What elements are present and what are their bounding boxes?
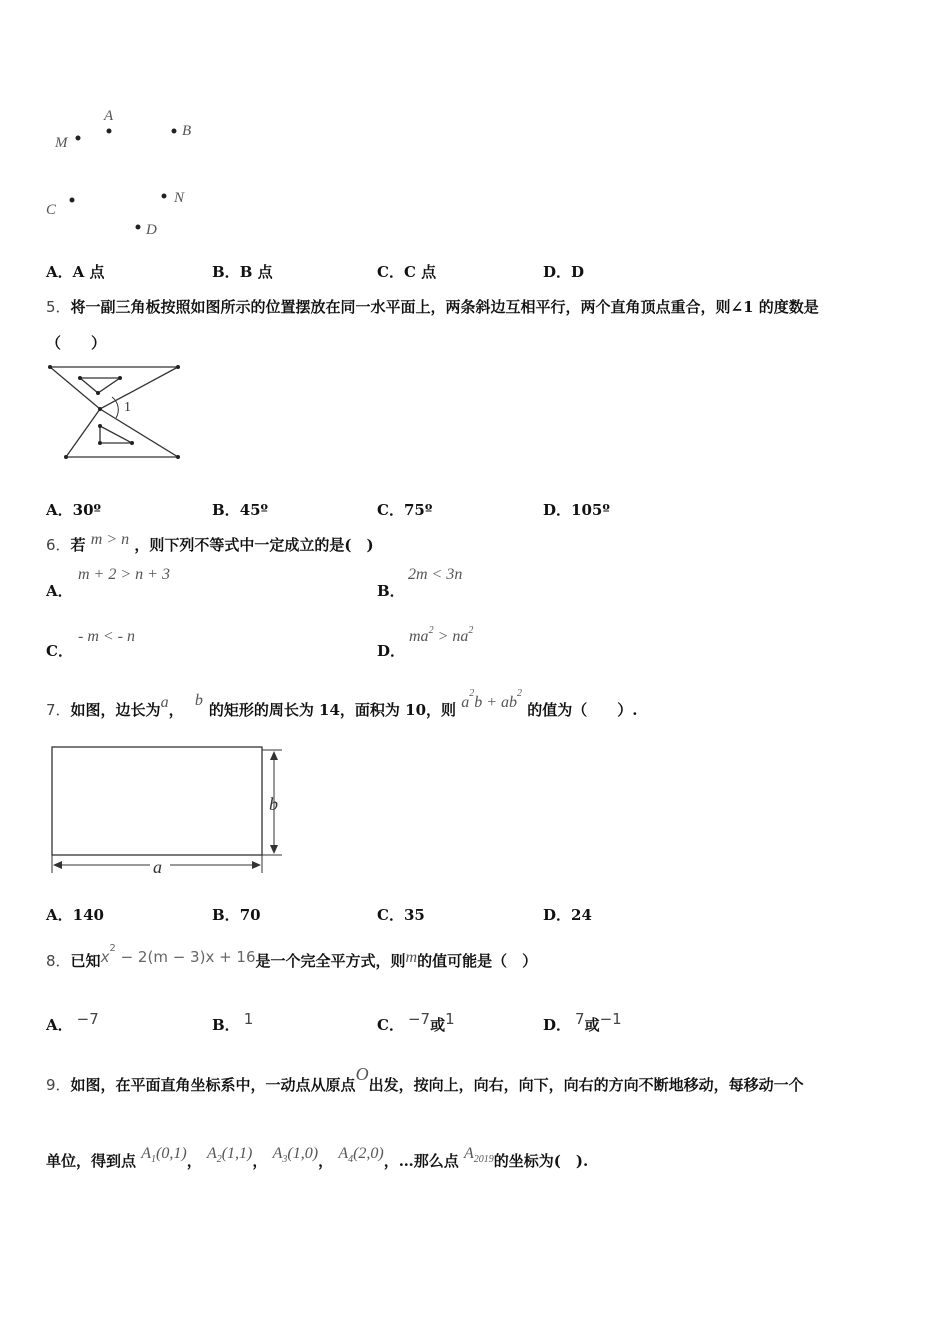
q5-number: 5．: [46, 298, 71, 316]
q6-option-a-expr[interactable]: m + 2 > n + 3: [78, 566, 170, 583]
q8-number: 8．: [46, 952, 71, 970]
q4-option-a[interactable]: A．A 点: [46, 263, 105, 281]
q9-stem-line2: 单位，得到点 $A_1(0,1)$， $A_2(1,1)$， $A_3(1,0)$， $A_4(2,0)$，…那么点 $A_{2019}$的坐标为( ).: [46, 1145, 589, 1170]
q6-number: 6．: [46, 536, 71, 554]
q6-condition: m > n: [90, 531, 130, 548]
q6-stem: 6．若 m > n ，则下列不等式中一定成立的是( ): [46, 531, 374, 554]
q7-option-d[interactable]: D．24: [543, 906, 592, 924]
point-label-n: N: [174, 190, 185, 206]
point-a2: $A_2(1,1)$: [206, 1145, 253, 1166]
q8-expression: $x^2 - 2(m - 3)x + 16$: [100, 943, 256, 966]
point-a4: $A_4(2,0)$: [338, 1145, 384, 1166]
q7-option-b[interactable]: B．70: [212, 906, 261, 924]
point-a: [107, 129, 112, 134]
label-a: a: [153, 857, 162, 877]
q6-option-c-expr[interactable]: - m < - n: [78, 628, 136, 645]
triangles-figure: [46, 362, 186, 464]
q4-option-b[interactable]: B．B 点: [212, 263, 273, 281]
q6-option-b-expr[interactable]: 2m < 3n: [408, 566, 463, 583]
point-label-a: A: [104, 108, 114, 124]
q9-number: 9．: [46, 1076, 71, 1094]
q8-option-b[interactable]: B． 1: [212, 1010, 254, 1034]
q4-option-c[interactable]: C．C 点: [377, 263, 437, 281]
q6-option-d-expr[interactable]: $ma^2 > na^2$: [409, 625, 474, 645]
point-label-b: B: [182, 123, 192, 139]
q9-stem: 9．如图，在平面直角坐标系中，一动点从原点O出发，按向上，向右，向下，向右的方向不断地移动，每移动一个: [46, 1064, 804, 1094]
q7-option-a[interactable]: A．140: [46, 906, 104, 924]
point-label-m: M: [55, 135, 68, 151]
q5-option-a[interactable]: A．30º: [46, 501, 102, 519]
point-c: [70, 198, 75, 203]
q5-stem-line2: （ ）: [46, 334, 107, 352]
q6-option-c-letter[interactable]: C．: [46, 642, 73, 660]
q7-expression: $a^2b + ab^2$: [461, 688, 523, 711]
point-a2019: $A_{2019}$: [464, 1145, 494, 1166]
q5-option-d[interactable]: D．105º: [543, 501, 610, 519]
q6-option-a-letter[interactable]: A．: [46, 582, 73, 600]
q8-option-d[interactable]: D． 7或−1: [543, 1010, 622, 1034]
q7-option-c[interactable]: C．35: [377, 906, 425, 924]
angle-1-label: 1: [124, 400, 131, 415]
q5-option-c[interactable]: C．75º: [377, 501, 433, 519]
q7-number: 7．: [46, 701, 71, 719]
points-figure: [40, 100, 220, 240]
q8-option-a[interactable]: A． −7: [46, 1010, 99, 1034]
point-label-c: C: [46, 202, 57, 218]
q6-option-d-letter[interactable]: D．: [377, 642, 406, 660]
point-n: [162, 194, 167, 199]
q4-option-d[interactable]: D．D: [543, 263, 585, 281]
q8-option-c[interactable]: C． −7或1: [377, 1010, 455, 1034]
q5-option-b[interactable]: B．45º: [212, 501, 269, 519]
q5-stem: 5．将一副三角板按照如图所示的位置摆放在同一水平面上，两条斜边互相平行，两个直角顶点重合，则∠1 的度数是: [46, 298, 819, 316]
q7-stem: 7．如图，边长为a， b的矩形的周长为 14，面积为 10，则 $a^2b + ab^2$ 的值为（ ）.: [46, 688, 638, 719]
q6-option-b-letter[interactable]: B．: [377, 582, 405, 600]
point-b: [172, 129, 177, 134]
label-b: b: [269, 794, 278, 814]
rectangle-figure: [46, 742, 286, 878]
point-a1: $A_1(0,1)$: [141, 1145, 187, 1166]
q8-stem: 8．已知$x^2 - 2(m - 3)x + 16$是一个完全平方式，则m的值可能是（ ）: [46, 943, 538, 970]
point-a3: $A_3(1,0)$: [272, 1145, 319, 1166]
point-d: [136, 225, 141, 230]
point-m: [76, 136, 81, 141]
point-label-d: D: [146, 222, 157, 238]
